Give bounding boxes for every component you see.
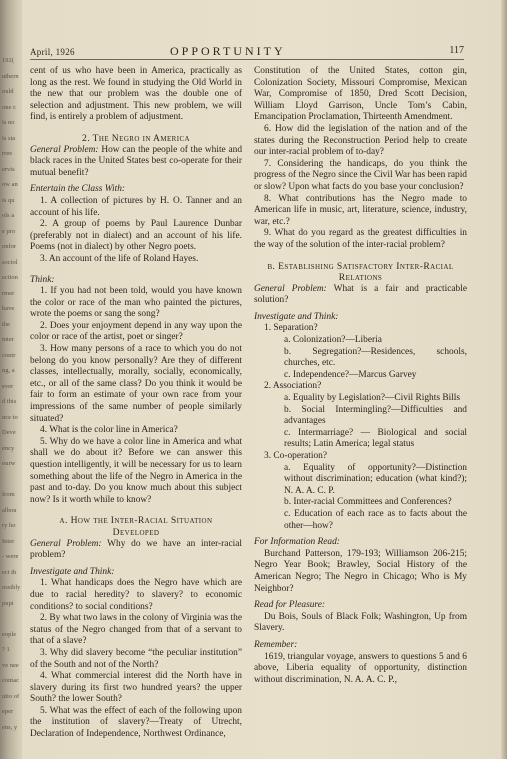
list-item: 9. What do you regard as the greatest difficulties in the way of the solution of the inter-racial problem?: [254, 228, 467, 250]
header-rule: [30, 59, 464, 60]
gutter-fragment: albou: [2, 506, 17, 514]
gutter-fragment: inter: [2, 336, 14, 343]
gutter-fragment: is sta: [2, 134, 16, 142]
outline-subitem: a. Equality of opportunity?—Distinction without discrimination; education (what kind?); N. A. A. C. P.: [284, 462, 467, 496]
gutter-fragment: Inter: [2, 537, 15, 545]
intro-paragraph: cent of us who have been in America, practically as long as the rest. We found in studying the Old World in the new that our problem was the double one of selection and adjustment. This new problem, we will find, is entirely a problem of adjustment.: [30, 66, 242, 123]
gutter-fragment: utio of: [2, 692, 20, 700]
gutter-fragment: rmer: [2, 289, 15, 297]
problem-text: Why do we have an inter-racial problem?: [30, 538, 242, 561]
page-edge: [501, 0, 507, 759]
gutter-fragment: e pro: [2, 227, 16, 235]
left-column: [30, 66, 242, 741]
gutter-fragment: uthern: [2, 72, 19, 80]
gutter-fragment: contr: [2, 351, 16, 359]
list-item: 1. A collection of pictures by H. O. Tanner and an account of his life.: [30, 195, 242, 218]
gutter-fragment: d this: [2, 398, 17, 405]
section-heading-line2: Developed: [112, 526, 160, 538]
list-item: 1. What handicaps does the Negro have which are due to racial heredity? to slavery? to economic conditions? to social conditions?: [30, 578, 242, 612]
gutter-fragment: have: [2, 305, 15, 312]
section-heading-line2: Relations: [338, 272, 383, 284]
outline: [254, 323, 467, 532]
list-item: 8. What contributions has the Negro made to American life in music, art, literature, science, industry, war, etc.?: [254, 193, 467, 227]
gutter-fragment: from: [2, 491, 15, 498]
general-problem: [30, 539, 242, 562]
info-label: For Information Read:: [254, 537, 340, 548]
gutter-fragment: ? 1: [2, 646, 10, 653]
outline-subitem: c. Education of each race as to facts about the other—how?: [284, 508, 467, 531]
list-item: 3. How many persons of a race to which you do not belong do you know personally? Are they of different classes, intellectually, morally, socially, economically, etc., or all of the same class? Do you think it would be fair to form an estimate of your own race from your impressions of the same number of people similarly situated?: [30, 344, 242, 424]
outline-item: 1. Separation?: [264, 323, 318, 334]
gutter-fragment: nce to: [2, 413, 18, 421]
gutter-fragment: ols a: [2, 212, 15, 219]
gutter-fragment: ourw: [2, 460, 16, 467]
problem-label: General Problem:: [254, 283, 327, 294]
gutter-fragment: 192(: [2, 57, 14, 64]
gutter-fragment: eper: [2, 708, 14, 715]
list-item: 5. What was the effect of each of the following upon the institution of slavery?—Treaty of Utrecht, Declaration of Independence, Northwest Ordinance,: [30, 705, 242, 740]
outline-item: 3. Co-operation?: [264, 451, 328, 461]
problem-text: How can the people of the white and black races in the United States best co-operate for their mutual benefit?: [30, 144, 243, 178]
section-heading: 2. The Negro in America: [82, 132, 190, 144]
section-heading: b. Establishing Satisfactory Inter-Racial: [267, 260, 454, 272]
problem-label: General Problem:: [30, 538, 102, 549]
list-item: 3. An account of the life of Roland Hayes.: [40, 253, 199, 264]
gutter-fragment: contac: [2, 677, 19, 684]
gutter-fragment: - were: [2, 553, 19, 560]
running-header: [30, 44, 464, 58]
gutter-fragment: sociol: [2, 258, 18, 266]
gutter-fragment: pupi: [2, 599, 14, 607]
list-item: 3. Why did slavery become “the peculiar institution” of the South and not of the North?: [30, 647, 242, 670]
remember-text: 1619, triangular voyage, answers to questions 5 and 6 above, Liberia equality of opportunity, distinction without discrimination, N. A. A. C. P.,: [254, 651, 467, 685]
gutter-fragment: ow an: [2, 181, 18, 188]
outline-subitem: b. Social Intermingling?—Difficulties and advantages: [284, 404, 467, 427]
outline-subitem: a. Equality by Legislation?—Civil Rights Bills: [284, 393, 461, 404]
list-item: 7. Considering the handicaps, do you think the progress of the Negro since the Civil War has been rapid or slow? Upon what facts do you base your conclusion?: [254, 158, 467, 192]
general-problem: [30, 145, 242, 180]
think-label: Investigate and Think:: [30, 566, 115, 577]
gutter-fragment: eople: [2, 630, 17, 638]
list-item: 5. Why do we have a color line in America and what shall we do about it? Before we can answer this question intelligently, it will be necessary for us to learn something about the life of the Negro in America in the past and to-day. Do you know much about this subject now? Is it worth while to know?: [30, 436, 242, 505]
gutter-fragment: is no: [2, 119, 15, 126]
think-label: Investigate and Think:: [254, 311, 339, 322]
pleasure-text: Du Bois, Souls of Black Folk; Washington, Up from Slavery.: [254, 611, 467, 634]
entertain-label: Entertain the Class With:: [30, 184, 126, 195]
pleasure-label: Read for Pleasure:: [254, 600, 325, 611]
right-column: [254, 66, 467, 686]
gutter-fragment: ect th: [2, 568, 17, 576]
section-heading: a. How the Inter-Racial Situation: [59, 515, 213, 527]
info-text: Burchand Patterson, 179-193; Williamson 206-215; Negro Year Book; Brawley, Social History of the American Negro; The Negro in Chicago; Who is My Neighbor?: [254, 548, 467, 594]
list-item: 2. By what two laws in the colony of Virginia was the status of the Negro changed from that of a servant to that of a slave?: [30, 613, 242, 647]
gutter-fragment: ection: [2, 274, 18, 281]
gutter-fragment: ens, y: [2, 723, 18, 731]
gutter-fragment: ency: [2, 444, 15, 452]
list-item: 2. A group of poems by Paul Laurence Dunbar (preferably not in dialect) and an account of his life. Poems (not in dialect) by other Negro poets.: [30, 219, 242, 253]
problem-label: General Problem:: [30, 144, 99, 155]
gutter-fragment: onfor: [2, 243, 17, 250]
gutter-fragment: ry ho: [2, 522, 16, 529]
gutter-fragment: ng, a: [2, 367, 15, 374]
page-number: 117: [449, 45, 464, 56]
continuation-paragraph: Constitution of the United States, cotton gin, Colonization Society, Missouri Compromise, Mexican War, Compromise of 1850, Dred Scott Decision, William Lloyd Garrison, Uncle Tom’s Cabin, Emancipation Proclamation, Thirteenth Amendment.: [254, 66, 467, 123]
gutter-fragment: ve nee: [2, 661, 19, 669]
problem-text: What is a fair and practicable solution?: [254, 283, 467, 306]
gutter-fragment: the: [2, 320, 10, 328]
general-problem: [254, 284, 467, 307]
think-label: Think:: [30, 274, 55, 285]
gutter-fragment: one c: [2, 103, 16, 111]
list-item: 2. Does your enjoyment depend in any way upon the color or race of the artist, poet or singer?: [30, 320, 242, 343]
outline-subitem: b. Inter-racial Committees and Conferences?: [284, 497, 452, 508]
outline-subitem: c. Intermarriage? — Biological and social results; Latin America; legal status: [284, 427, 467, 450]
list-item: 4. What commercial interest did the North have in slavery during its first two hundred years? the upper South? the lower South?: [30, 671, 242, 705]
issue-date: April, 1926: [30, 47, 75, 57]
gutter-fragment: ossibly: [2, 584, 21, 591]
outline-subitem: c. Independence?—Marcus Garvey: [284, 369, 417, 380]
outline-subitem: a. Colonization?—Liberia: [284, 335, 382, 346]
outline-subitem: b. Segregation?—Residences, schools, churches, etc.: [284, 346, 467, 369]
list-item: 6. How did the legislation of the nation and of the states during the Reconstruction Period help to create our inter-racial problem of to-day?: [254, 123, 467, 158]
gutter-fragment: rree: [2, 150, 13, 157]
gutter-fragment: ould: [2, 88, 14, 95]
gutter-fragment: ervis: [2, 165, 15, 173]
remember-label: Remember:: [254, 639, 298, 650]
magazine-title: OPPORTUNITY: [170, 44, 286, 58]
facing-page-gutter: [0, 0, 22, 759]
outline-item: 2. Association?: [264, 381, 322, 392]
gutter-fragment: ever: [2, 382, 14, 390]
list-item: 4. What is the color line in America?: [40, 425, 178, 436]
list-item: 1. If you had not been told, would you have known the color or race of the man who painted the pictures, wrote the poems or sang the song?: [30, 286, 242, 320]
gutter-fragment: Deve: [2, 429, 16, 436]
gutter-fragment: is qu: [2, 196, 15, 204]
